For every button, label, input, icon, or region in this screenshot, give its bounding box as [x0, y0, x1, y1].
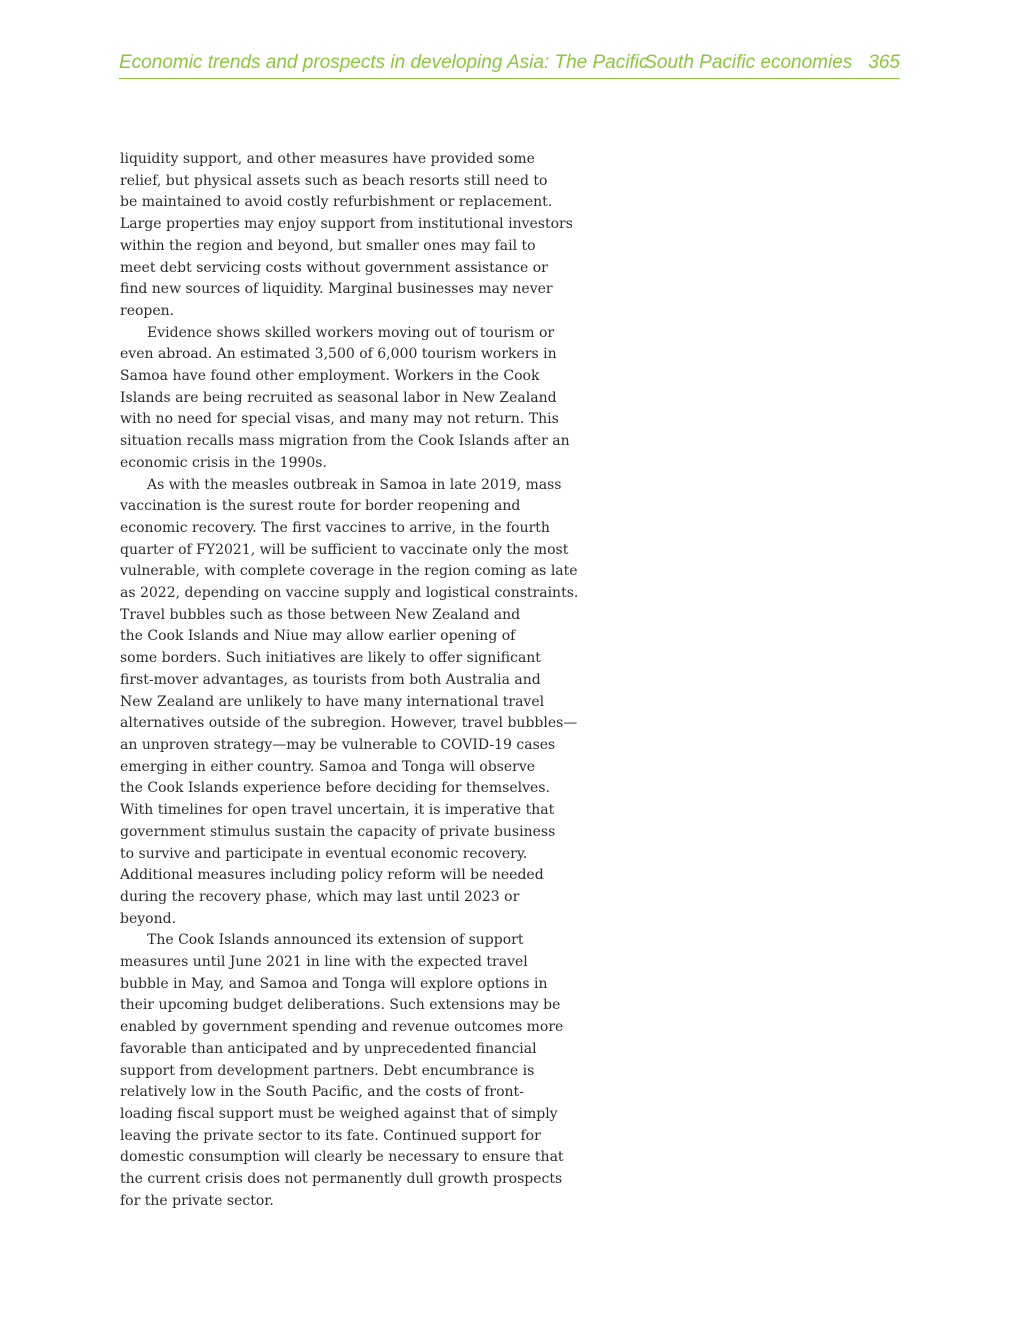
text-line: With timelines for open travel uncertain, it is imperative that: [120, 802, 555, 819]
text-line: to survive and participate in eventual economic recovery.: [120, 845, 528, 862]
header-right-group: [644, 50, 900, 76]
text-line: bubble in May, and Samoa and Tonga will explore options in: [120, 975, 548, 992]
text-line: some borders. Such initiatives are likely to offer significant: [120, 650, 541, 667]
paragraph-skilled-workers: [120, 323, 595, 475]
text-line: New Zealand are unlikely to have many international travel: [120, 693, 545, 710]
text-line: Islands are being recruited as seasonal labor in New Zealand: [120, 389, 557, 406]
text-line: domestic consumption will clearly be necessary to ensure that: [120, 1149, 564, 1166]
text-line: meet debt servicing costs without government assistance or: [120, 259, 548, 276]
text-line: government stimulus sustain the capacity of private business: [120, 823, 556, 840]
text-line: economic crisis in the 1990s.: [120, 454, 327, 471]
text-line: situation recalls mass migration from the Cook Islands after an: [120, 433, 570, 450]
text-line: Travel bubbles such as those between New Zealand and: [120, 606, 521, 623]
text-line: Additional measures including policy reform will be needed: [120, 867, 544, 884]
text-line: within the region and beyond, but smaller ones may fail to: [120, 237, 536, 254]
text-line: reopen.: [120, 302, 175, 319]
running-header: [119, 50, 900, 79]
text-line: quarter of FY2021, will be sufficient to vaccinate only the most: [120, 541, 569, 558]
text-line: As with the measles outbreak in Samoa in late 2019, mass: [147, 476, 562, 493]
text-line: emerging in either country. Samoa and Tonga will observe: [120, 758, 536, 775]
text-line: vaccination is the surest route for border reopening and: [120, 498, 521, 515]
text-line: Evidence shows skilled workers moving out of tourism or: [147, 324, 555, 341]
text-line: during the recovery phase, which may last until 2023 or: [120, 888, 520, 905]
paragraph-liquidity-support: [120, 149, 595, 323]
paragraph-vaccination: [120, 475, 595, 931]
text-line: vulnerable, with complete coverage in the region coming as late: [120, 563, 578, 580]
section-title: South Pacific economies: [644, 52, 853, 73]
text-line: be maintained to avoid costly refurbishment or replacement.: [120, 194, 553, 211]
text-line: find new sources of liquidity. Marginal businesses may never: [120, 281, 553, 298]
text-line: the current crisis does not permanently dull growth prospects: [120, 1171, 563, 1188]
text-line: beyond.: [120, 910, 177, 927]
text-line: alternatives outside of the subregion. However, travel bubbles—: [120, 715, 578, 732]
text-line: the Cook Islands and Niue may allow earlier opening of: [120, 628, 516, 645]
text-line: The Cook Islands announced its extension of support: [147, 932, 524, 949]
text-line: even abroad. An estimated 3,500 of 6,000 tourism workers in: [120, 346, 557, 363]
text-line: leaving the private sector to its fate. Continued support for: [120, 1127, 541, 1144]
text-line: support from development partners. Debt encumbrance is: [120, 1062, 535, 1079]
page-number: 365: [868, 52, 900, 73]
text-line: relatively low in the South Pacific, and the costs of front-: [120, 1084, 524, 1101]
text-line: enabled by government spending and revenue outcomes more: [120, 1019, 564, 1036]
text-line: with no need for special visas, and many may not return. This: [120, 411, 559, 428]
text-line: their upcoming budget deliberations. Such extensions may be: [120, 997, 561, 1014]
text-line: first-mover advantages, as tourists from both Australia and: [120, 671, 541, 688]
text-line: relief, but physical assets such as beach resorts still need to: [120, 172, 548, 189]
body-text-column: [120, 149, 595, 1212]
publication-title: Economic trends and prospects in developing Asia: The Pacific: [119, 52, 649, 73]
text-line: loading fiscal support must be weighed against that of simply: [120, 1105, 558, 1122]
text-line: favorable than anticipated and by unprecedented financial: [120, 1040, 537, 1057]
text-line: as 2022, depending on vaccine supply and logistical constraints.: [120, 585, 579, 602]
text-line: for the private sector.: [120, 1192, 274, 1209]
text-line: the Cook Islands experience before deciding for themselves.: [120, 780, 550, 797]
paragraph-support-extension: [120, 930, 595, 1212]
text-line: an unproven strategy—may be vulnerable to COVID-19 cases: [120, 736, 556, 753]
text-line: Samoa have found other employment. Workers in the Cook: [120, 368, 540, 385]
text-line: Large properties may enjoy support from institutional investors: [120, 216, 573, 233]
text-line: liquidity support, and other measures have provided some: [120, 151, 535, 167]
text-line: economic recovery. The first vaccines to arrive, in the fourth: [120, 519, 550, 536]
text-line: measures until June 2021 in line with the expected travel: [120, 954, 528, 971]
